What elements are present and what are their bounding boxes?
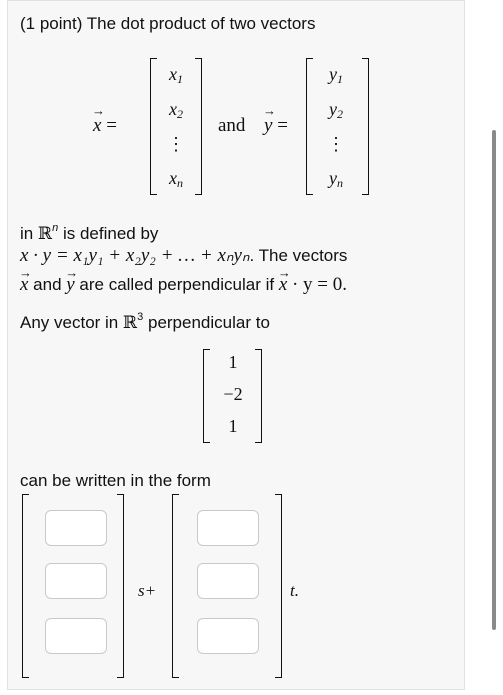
perpendicular-definition: → x and → y are called perpendicular if → x · y = 0.: [20, 275, 347, 295]
s-entry-1-input[interactable]: [45, 510, 107, 546]
x-vector-symbol: → x =: [93, 115, 117, 137]
t-entry-3-input[interactable]: [197, 618, 259, 654]
x-entry-1: $x_1$: [169, 64, 183, 86]
x-left-bracket: [150, 58, 157, 195]
x-right-bracket: [195, 58, 202, 195]
y-right-bracket: [362, 58, 369, 195]
s-label: s+: [138, 581, 157, 600]
y-entry-2: $y_2$: [329, 99, 343, 121]
given-left-bracket: [203, 349, 210, 443]
given-entry-1: 1: [228, 352, 238, 372]
y-entry-dots: ⋮: [327, 134, 345, 154]
given-right-bracket: [255, 349, 262, 443]
t-right-bracket: [275, 494, 282, 678]
s-entry-3-input[interactable]: [45, 618, 107, 654]
x-entry-n: $x_n$: [169, 168, 183, 190]
t-entry-2-input[interactable]: [197, 563, 259, 599]
y-vector-symbol: → y =: [264, 115, 288, 137]
t-left-bracket: [172, 494, 179, 678]
y-left-bracket: [306, 58, 313, 195]
x-entry-2: $x_2$: [169, 99, 183, 121]
defined-by-text: in ℝ$^n$ is defined by: [20, 222, 159, 244]
y-entry-1: $y_1$: [329, 64, 343, 86]
and-word: and: [218, 115, 246, 136]
problem-header: (1 point) The dot product of two vectors: [20, 14, 316, 33]
s-right-bracket: [117, 494, 124, 678]
dot-product-definition: x · y = x₁y₁ + x₂y₂ + … + xₙyₙ. The vectors: [20, 245, 348, 266]
y-entry-n: $y_n$: [329, 168, 343, 190]
s-entry-2-input[interactable]: [45, 563, 107, 599]
t-label: t.: [290, 581, 299, 600]
form-text: can be written in the form: [20, 471, 211, 490]
t-entry-1-input[interactable]: [197, 510, 259, 546]
given-entry-2: −2: [223, 384, 243, 404]
given-entry-3: 1: [228, 416, 238, 436]
x-entry-dots: ⋮: [167, 134, 185, 154]
scrollbar[interactable]: [492, 130, 496, 630]
any-vector-text: Any vector in ℝ$^3$ perpendicular to: [20, 311, 270, 333]
s-left-bracket: [22, 494, 29, 678]
